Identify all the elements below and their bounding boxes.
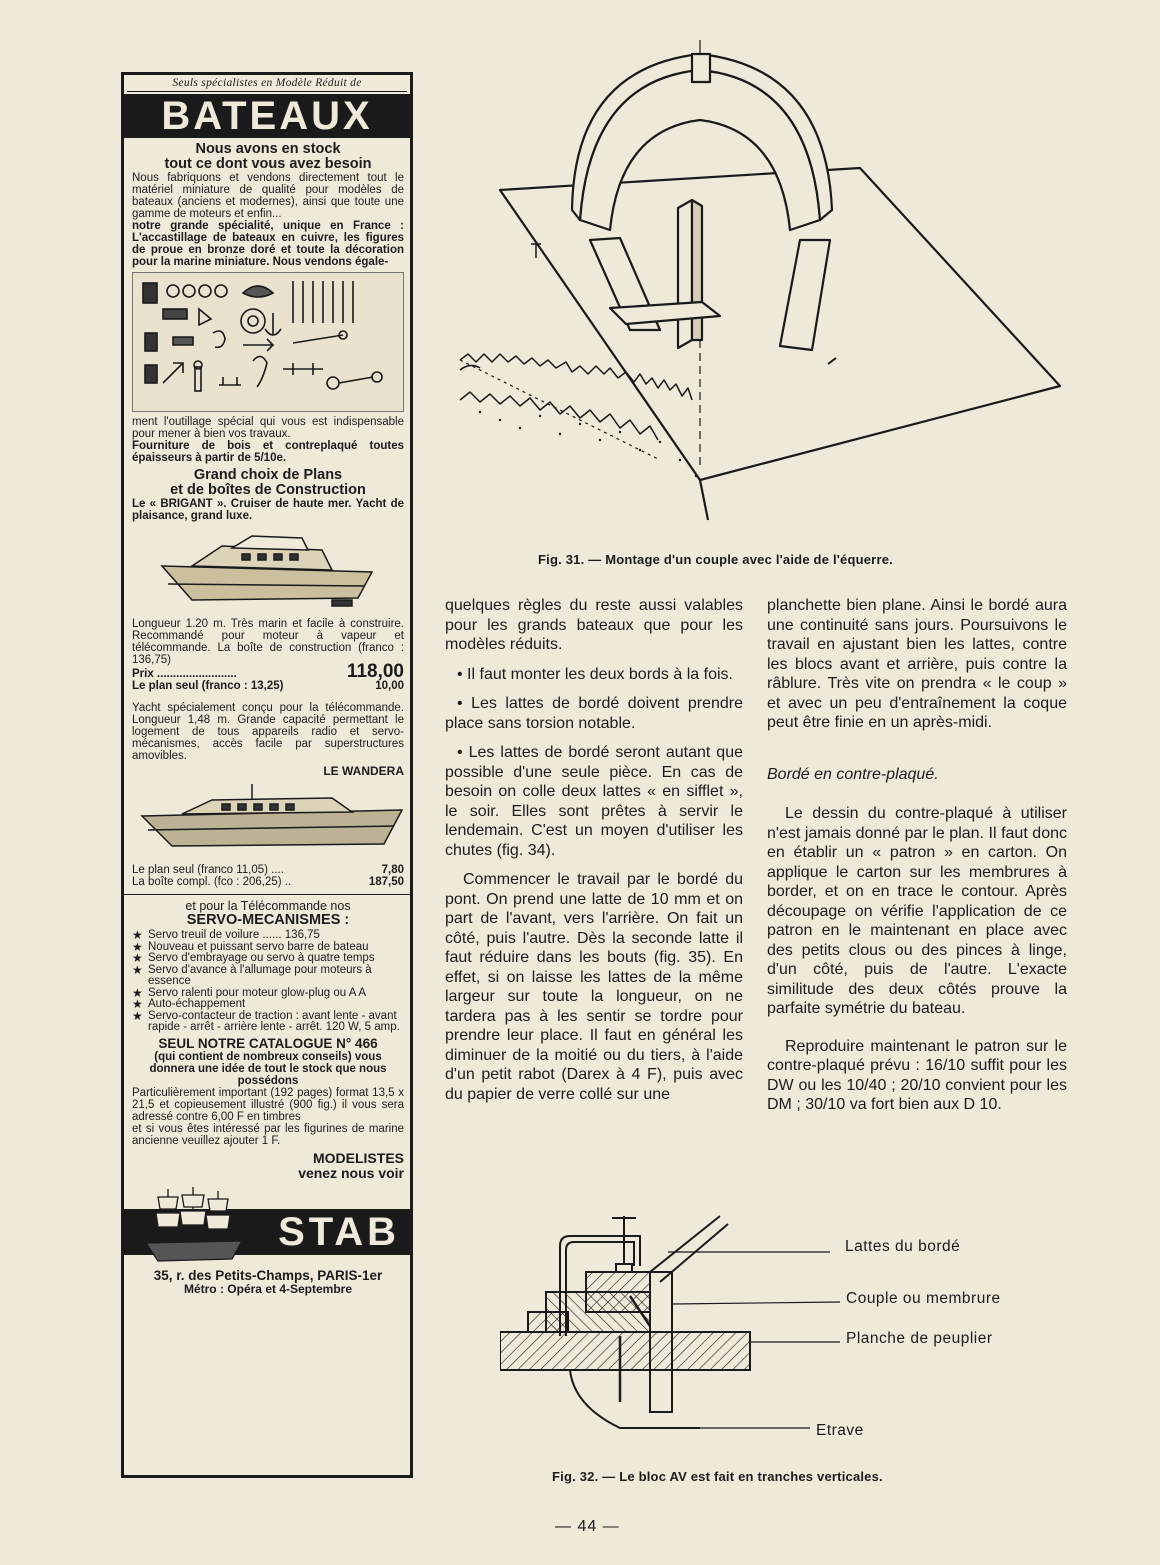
star-icon: ★ xyxy=(132,951,143,965)
brigant-boat-illustration xyxy=(132,526,404,614)
paragraph: • Il faut monter les deux bords à la fois. xyxy=(457,665,733,683)
ad-catalogue-head: SEUL NOTRE CATALOGUE N° 466 xyxy=(158,1035,378,1051)
list-item: ★ Servo ralenti pour moteur glow-plug ou A A xyxy=(132,985,366,1000)
star-icon: ★ xyxy=(132,928,143,942)
paragraph: quelques règles du reste aussi valables pour les grands bateaux que pour les modèles réduits. xyxy=(445,597,743,653)
paragraph: planchette bien plane. Ainsi le bordé aura une continuité sans jours. Poursuivons le travail en ajustant bien les lattes, contre les blocs avant et arrière, puis contre la râblure. Très vite on prendra « le coup » et avec un peu d'entraînement la coque peut être finie en un après-midi. xyxy=(767,597,1067,731)
ad-tools: ment l'outillage spécial qui vous est indispensable pour mener à bien vos travaux. xyxy=(132,416,404,440)
advertisement-stab xyxy=(121,72,413,1478)
fig32-label-etrave: Etrave xyxy=(816,1422,864,1439)
text-column-left xyxy=(445,596,743,1114)
list-item: ★ Servo treuil de voilure ...... 136,75 xyxy=(132,928,320,942)
ad-tagline: Seuls spécialistes en Modèle Réduit de xyxy=(127,77,407,92)
ad-stock-line1: Nous avons en stock xyxy=(195,141,341,157)
wandera-boat-illustration xyxy=(132,782,404,860)
paragraph: Le dessin du contre-plaqué à utiliser n'est jamais donné par le plan. Il faut donc en établir un « patron » en carton. On applique le carton sur les membrures à border, et on en trace le contour. Après découpage on vérifie l'application de ce patron en le maintenant en place avec des petits clous ou des pinces à linge, d'un côté, puis de l'autre. L'exacte similitude des deux côtés prouve la parfaite symétrie du bateau. xyxy=(767,805,1067,1017)
fig32-illustration xyxy=(500,1206,840,1436)
star-icon: ★ xyxy=(132,985,143,1000)
ad-plans-head1: Grand choix de Plans xyxy=(193,467,343,483)
ad-plans-head2: et de boîtes de Construction xyxy=(170,482,366,498)
text-column-right xyxy=(767,596,1067,1125)
ad-catalogue-more: et si vous êtes intéressé par les figurines de marine ancienne veuillez ajouter 1 F. xyxy=(132,1122,404,1147)
star-icon: ★ xyxy=(132,939,143,954)
ad-catalogue-desc: (qui contient de nombreux conseils) vous donnera une idée de tout le stock que nous possédons xyxy=(149,1050,387,1087)
ad-modelistes: MODELISTES venez nous voir xyxy=(298,1149,404,1181)
fig31-illustration xyxy=(440,40,1080,540)
ad-brigant: Le « BRIGANT ». Cruiser de haute mer. Yacht de plaisance, grand luxe. xyxy=(132,498,404,522)
list-item: ★ Servo-contacteur de traction : avant lente - avant rapide - arrêt - arrière lente - arrêt. 120 W, 5 amp. xyxy=(132,1008,400,1033)
ad-intro: Nous fabriquons et vendons directement tout le matériel miniature de qualité pour modèles de bateaux (anciens et modernes), ainsi que toute une gamme de moteurs et enfin... xyxy=(132,172,404,220)
list-item: ★ Auto-échappement xyxy=(132,997,246,1011)
ad-wandera-box-value: 187,50 xyxy=(368,876,404,888)
ad-prix-label: Prix ......................... xyxy=(132,668,237,680)
servo-list xyxy=(132,930,404,1034)
ad-wandera-box-row xyxy=(132,876,404,888)
ad-brigant-desc: Longueur 1.20 m. Très marin et facile à construire. Recommandé pour moteur à vapeur et télécommande. La boîte de construction (franco : 136,75) xyxy=(132,618,404,666)
paragraph: Reproduire maintenant le patron sur le contre-plaqué prévu : 16/10 suffit pour les DW ou les 10/40 ; 20/10 convient pour les DM ; 30/10 va fort bien aux D 10. xyxy=(767,1037,1067,1113)
fig32-caption: Fig. 32. — Le bloc AV est fait en tranches verticales. xyxy=(552,1469,883,1484)
ad-wandera-plan-row xyxy=(132,864,404,876)
ad-banner-bateaux: BATEAUX xyxy=(124,94,410,138)
fig31-caption: Fig. 31. — Montage d'un couple avec l'aide de l'équerre. xyxy=(538,552,893,567)
fig32-label-couple: Couple ou membrure xyxy=(846,1290,1001,1307)
ad-servo-intro: et pour la Télécommande nos xyxy=(185,899,351,913)
paragraph: Commencer le travail par le bordé du pont. On prend une latte de 10 mm et on part de l'avant, vers l'arrière. On fait un côté, puis l'autre. Dès la seconde latte il faut réduire dans les bouts (fig. 35). En effet, si on laisse les lattes de la même largeur sur toute la longueur, on ne tardera pas à les sentir se tordre pour prendre leur place. Il faut en général les diminuer de la moitié ou du tiers, à l'aide d'un petit rabot (Darex à 4 F), puis avec du papier de verre collé sur une xyxy=(445,871,743,1103)
ad-catalogue-info: Particulièrement important (192 pages) format 13,5 x 21,5 et copieusement illustré (900 fig.) il vous sera adressé contre 6,00 F en timbres xyxy=(132,1086,404,1123)
list-item: ★ Servo d'avance à l'allumage pour moteurs à essence xyxy=(132,962,372,987)
section-subhead: Bordé en contre-plaqué. xyxy=(767,765,939,783)
paragraph: • Les lattes de bordé seront autant que possible d'une seule pièce. En cas de besoin on colle deux lattes « en sifflet », le soir. Elles sont prêtes à servir le lendemain. C'est un moyen d'utiliser les chutes (fig. 34). xyxy=(445,744,743,859)
ad-prix-value: 118,00 xyxy=(346,661,404,682)
fig32-label-lattes: Lattes du bordé xyxy=(845,1238,961,1255)
star-icon: ★ xyxy=(132,1008,143,1023)
stab-logo xyxy=(124,1187,410,1265)
ad-stock-line2: tout ce dont vous avez besoin xyxy=(164,156,372,172)
ad-wandera: LE WANDERA xyxy=(323,764,404,778)
list-item: ★ Nouveau et puissant servo barre de bateau xyxy=(132,939,369,954)
ad-wandera-box-label: La boîte compl. (fco : 206,25) .. xyxy=(132,876,292,888)
ad-servo-head: SERVO-MECANISMES : xyxy=(186,912,350,928)
ad-yacht-desc: Yacht spécialement conçu pour la télécommande. Longueur 1,48 m. Grande capacité permettant le logement de tous appareils radio et servo-mécanismes, accès facile par superstructures amovibles. xyxy=(132,702,404,762)
ship-fittings-illustration xyxy=(132,272,404,412)
star-icon: ★ xyxy=(132,997,143,1011)
fig32-label-planche: Planche de peuplier xyxy=(846,1330,993,1347)
ad-wandera-plan-value: 7,80 xyxy=(381,864,404,876)
ad-prix-row xyxy=(132,661,404,682)
ad-plan-seul-label: Le plan seul (franco : 13,25) xyxy=(132,680,284,692)
ad-wandera-plan-label: Le plan seul (franco 11,05) .... xyxy=(132,864,284,876)
list-item: ★ Servo d'embrayage ou servo à quatre temps xyxy=(132,951,375,965)
ad-plan-seul-value: 10,00 xyxy=(375,680,404,692)
page-number: — 44 — xyxy=(555,1518,620,1535)
stab-wordmark: STAB xyxy=(124,1209,410,1255)
star-icon: ★ xyxy=(132,962,143,977)
ad-supply: Fourniture de bois et contreplaqué toutes épaisseurs à partir de 5/10e. xyxy=(132,440,404,464)
paragraph: • Les lattes de bordé doivent prendre place sans torsion notable. xyxy=(445,695,743,732)
sailing-ship-icon xyxy=(138,1187,248,1265)
ad-metro: Métro : Opéra et 4-Septembre xyxy=(183,1281,353,1296)
ad-address: 35, r. des Petits-Champs, PARIS-1er xyxy=(153,1267,383,1283)
ad-speciality: notre grande spécialité, unique en France : L'accastillage de bateaux en cuivre, les figures de proue en bronze doré et toute la décoration pour la marine miniature. Nous vendons égale- xyxy=(132,220,404,268)
